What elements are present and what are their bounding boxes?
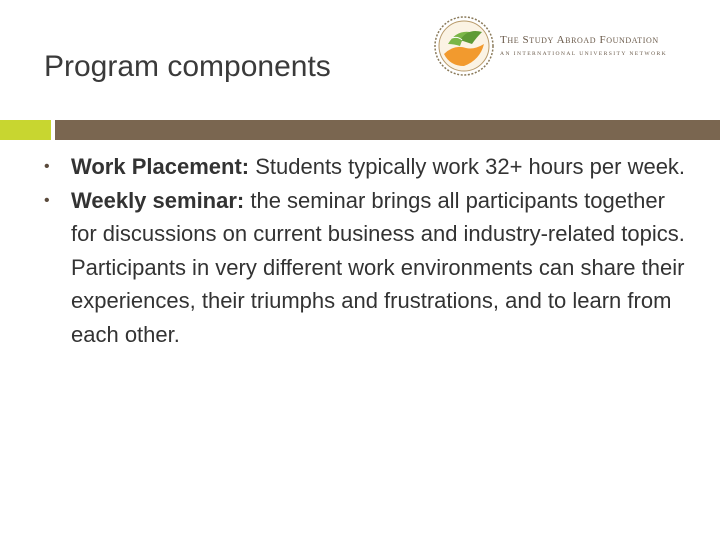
title-rule-accent bbox=[0, 120, 51, 140]
foundation-logo bbox=[432, 14, 712, 78]
bullet-marker: • bbox=[44, 158, 50, 175]
bullet-marker: • bbox=[44, 191, 50, 209]
logo-tagline: AN INTERNATIONAL UNIVERSITY NETWORK bbox=[500, 51, 668, 57]
bullet-weekly-seminar bbox=[44, 184, 694, 352]
title-rule-bar bbox=[55, 120, 720, 140]
bullet-list bbox=[44, 150, 694, 351]
bullet-text: the seminar brings all participants together for discussions on current business and industry-related topics. Participants in very different work environments can share their experiences, their triumphs and frustrations, and to learn from each other. bbox=[71, 187, 685, 347]
bullet-text: Students typically work 32+ hours per week. bbox=[249, 154, 686, 179]
sun-leaves-hand-emblem-icon bbox=[432, 14, 496, 78]
bullet-work-placement bbox=[44, 150, 694, 184]
bullet-term: Work Placement: bbox=[71, 154, 250, 179]
slide-title: Program components bbox=[44, 50, 331, 83]
bullet-term: Weekly seminar: bbox=[71, 187, 245, 213]
logo-name: The Study Abroad Foundation bbox=[500, 34, 659, 46]
